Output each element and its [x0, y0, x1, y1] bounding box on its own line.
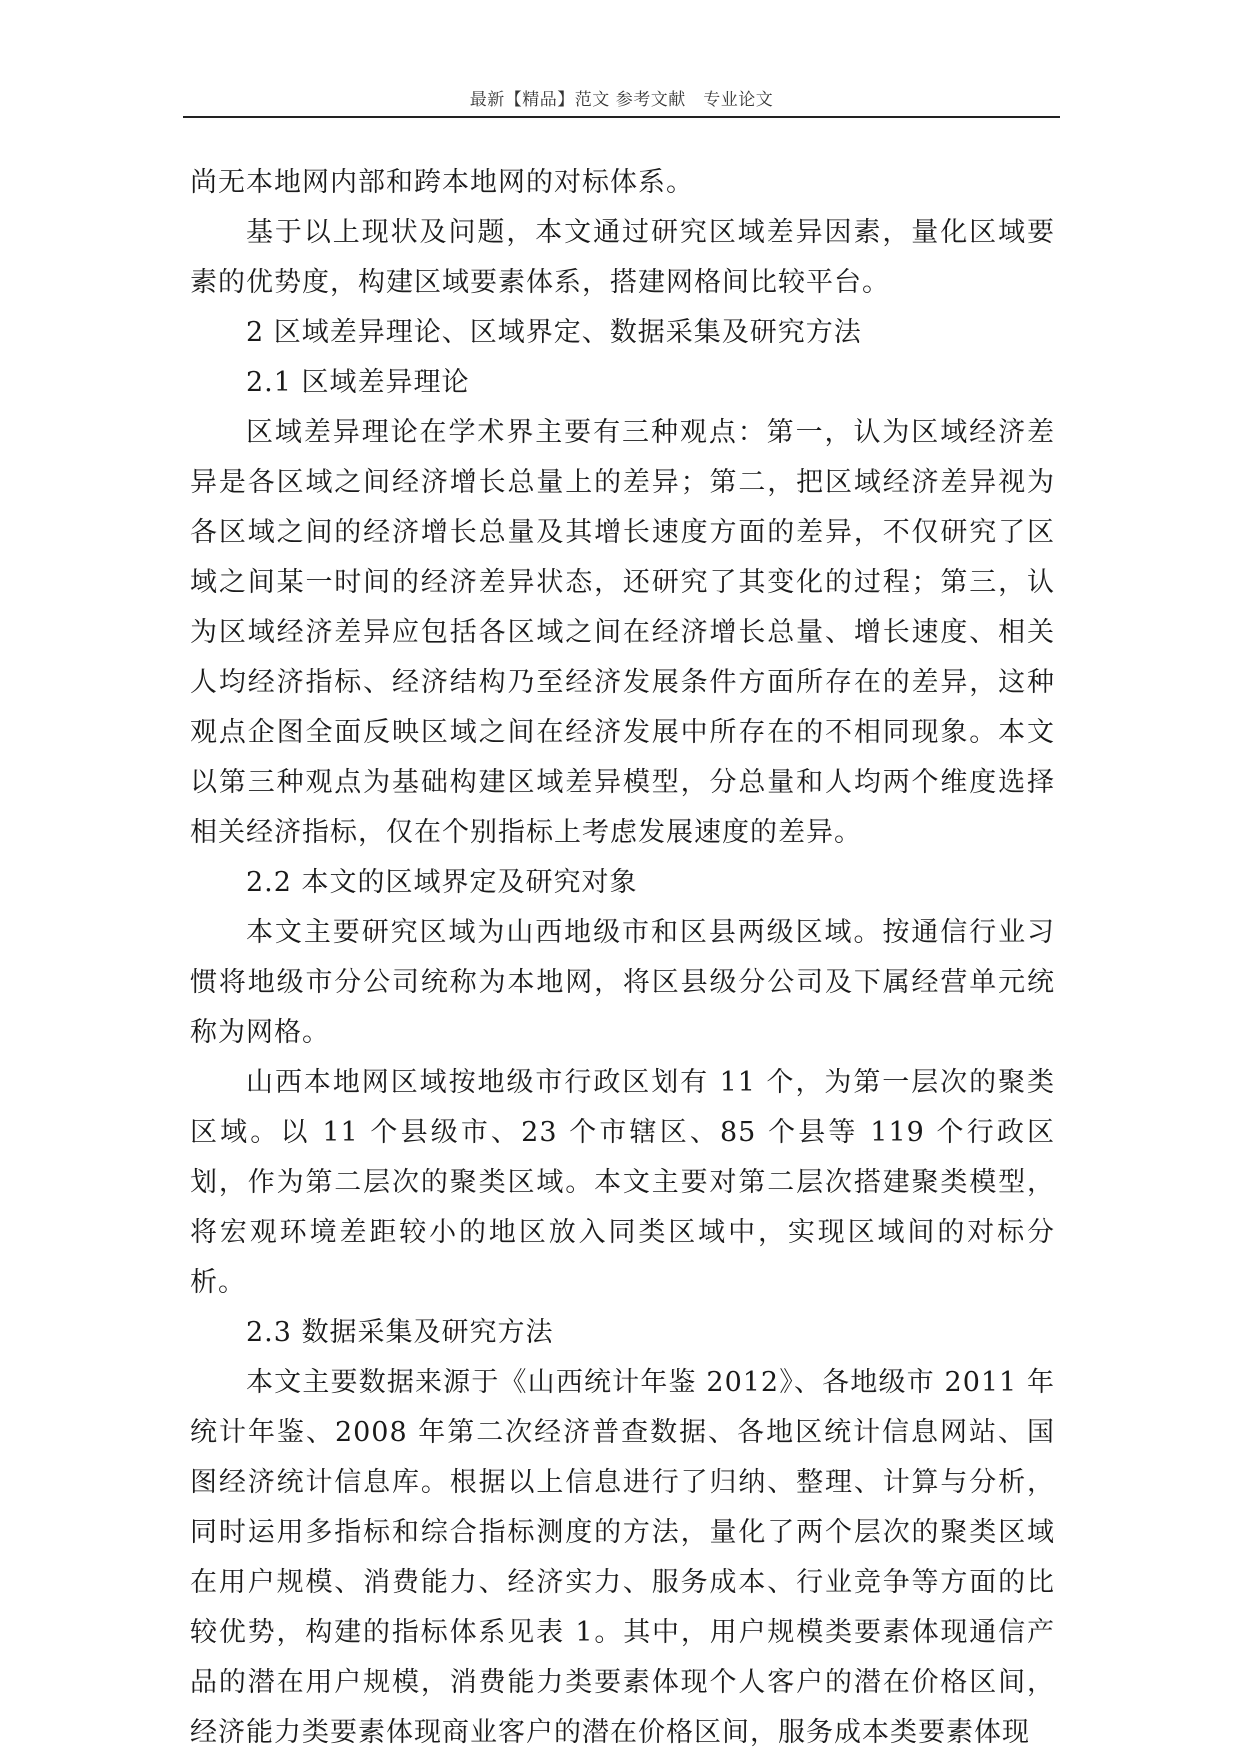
page-header: 最新【精品】范文 参考文献 专业论文: [469, 90, 774, 110]
header-divider: [183, 116, 1060, 118]
paragraph-data-sources: 本文主要数据来源于《山西统计年鉴 2012》、各地级市 2011 年统计年鉴、2008 年第二次经济普查数据、各地区统计信息网站、国图经济统计信息库。根据以上信息进行了归纳、整理、计算与分析，同时运用多指标和综合指标测度的方法，量化了两个层次的聚类区域在用户规模、消费能力、经济实力、服务成本、行业竞争等方面的比较优势，构建的指标体系见表 1。其中，用户规模类要素体现通信产品的潜在用户规模，消费能力类要素体现个人客户的潜在价格区间，经济能力类要素体现商业客户的潜在价格区间，服务成本类要素体现: [190, 1367, 1055, 1748]
section-heading-2: 2 区域差异理论、区域界定、数据采集及研究方法: [246, 317, 862, 348]
paragraph-research-region: 本文主要研究区域为山西地级市和区县两级区域。按通信行业习惯将地级市分公司统称为本地网，将区县级分公司及下属经营单元统称为网格。: [190, 917, 1055, 1048]
subsection-heading-2-3: 2.3 数据采集及研究方法: [246, 1317, 554, 1348]
document-body: [190, 158, 1055, 1758]
paragraph-intro-summary: 基于以上现状及问题，本文通过研究区域差异因素，量化区域要素的优势度，构建区域要素体系，搭建网格间比较平台。: [190, 217, 1055, 298]
paragraph-regional-theory: 区域差异理论在学术界主要有三种观点：第一，认为区域经济差异是各区域之间经济增长总量上的差异；第二，把区域经济差异视为各区域之间的经济增长总量及其增长速度方面的差异，不仅研究了区域之间某一时间的经济差异状态，还研究了其变化的过程；第三，认为区域经济差异应包括各区域之间在经济增长总量、增长速度、相关人均经济指标、经济结构乃至经济发展条件方面所存在的差异，这种观点企图全面反映区域之间在经济发展中所存在的不相同现象。本文以第三种观点为基础构建区域差异模型，分总量和人均两个维度选择相关经济指标，仅在个别指标上考虑发展速度的差异。: [190, 417, 1055, 848]
subsection-heading-2-2: 2.2 本文的区域界定及研究对象: [246, 867, 638, 898]
paragraph-continuation: 尚无本地网内部和跨本地网的对标体系。: [190, 167, 694, 198]
subsection-heading-2-1: 2.1 区域差异理论: [246, 367, 470, 398]
paragraph-cluster-levels: 山西本地网区域按地级市行政区划有 11 个，为第一层次的聚类区域。以 11 个县级市、23 个市辖区、85 个县等 119 个行政区划，作为第二层次的聚类区域。本文主要对第二层次搭建聚类模型，将宏观环境差距较小的地区放入同类区域中，实现区域间的对标分析。: [190, 1067, 1055, 1298]
